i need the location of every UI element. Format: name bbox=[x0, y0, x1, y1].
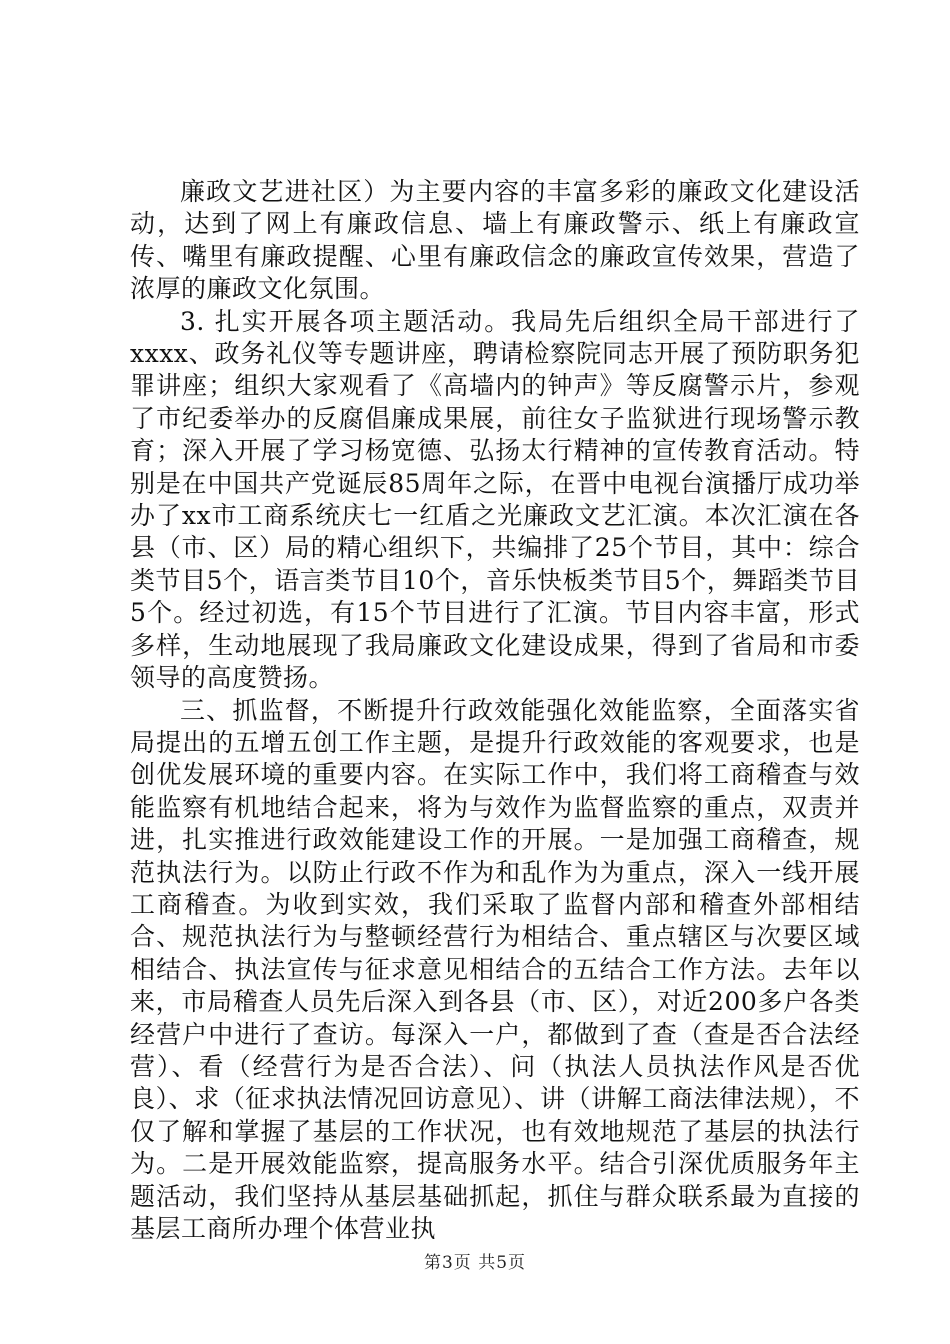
paragraph-3: 三、抓监督，不断提升行政效能强化效能监察，全面落实省局提出的五增五创工作主题，是提升行政效能的客观要求，也是创优发展环境的重要内容。在实际工作中，我们将工商稽查与效能监察有机地结合起来，将为与效作为监督监察的重点，双责并进，扎实推进行政效能建设工作的开展。一是加强工商稽查，规范执法行为。以防止行政不作为和乱作为为重点，深入一线开展工商稽查。为收到实效，我们采取了监督内部和稽查外部相结合、规范执法行为与整顿经营行为相结合、重点辖区与次要区域相结合、执法宣传与征求意见相结合的五结合工作方法。去年以来，市局稽查人员先后深入到各县（市、区），对近200多户各类经营户中进行了查访。每深入一户，都做到了查（查是否合法经营）、看（经营行为是否合法）、问（执法人员执法作风是否优良）、求（征求执法情况回访意见）、讲（讲解工商法律法规），不仅了解和掌握了基层的工作状况，也有效地规范了基层的执法行为。二是开展效能监察，提高服务水平。结合引深优质服务年主题活动，我们坚持从基层基础抓起，抓住与群众联系最为直接的基层工商所办理个体营业执 bbox=[130, 695, 860, 1243]
page-footer: 第3页 共5页 bbox=[423, 1253, 527, 1273]
paragraph-1: 廉政文艺进社区）为主要内容的丰富多彩的廉政文化建设活动，达到了网上有廉政信息、墙上有廉政警示、纸上有廉政宣传、嘴里有廉政提醒、心里有廉政信念的廉政宣传效果，营造了浓厚的廉政文化氛围。 bbox=[130, 177, 860, 304]
document-body bbox=[130, 176, 860, 1245]
paragraph-2: 3. 扎实开展各项主题活动。我局先后组织全局干部进行了xxxx、政务礼仪等专题讲座，聘请检察院同志开展了预防职务犯罪讲座；组织大家观看了《高墙内的钟声》等反腐警示片，参观了市纪委举办的反腐倡廉成果展，前往女子监狱进行现场警示教育；深入开展了学习杨宽德、弘扬太行精神的宣传教育活动。特别是在中国共产党诞辰85周年之际，在晋中电视台演播厅成功举办了xx市工商系统庆七一红盾之光廉政文艺汇演。本次汇演在各县（市、区）局的精心组织下，共编排了25个节目，其中：综合类节目5个，语言类节目10个，音乐快板类节目5个，舞蹈类节目5个。经过初选，有15个节目进行了汇演。节目内容丰富，形式多样，生动地展现了我局廉政文化建设成果，得到了省局和市委领导的高度赞扬。 bbox=[130, 306, 860, 693]
